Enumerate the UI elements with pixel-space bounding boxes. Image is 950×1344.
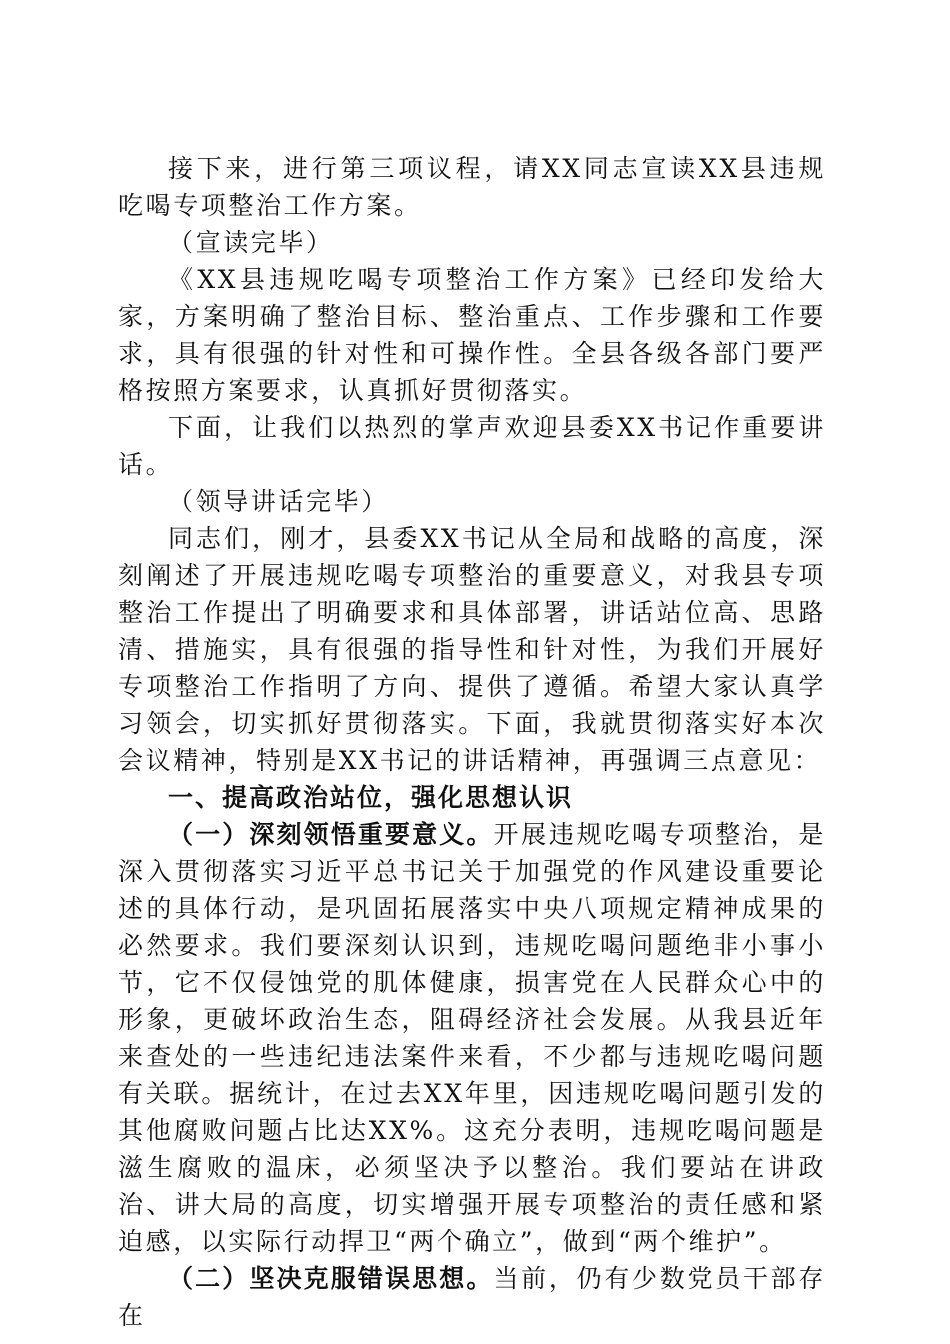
subsection-importance: [118, 816, 826, 1260]
paragraph-plan-distributed: 《XX县违规吃喝专项整治工作方案》已经印发给大家，方案明确了整治目标、整治重点、工作步骤和工作要求，具有很强的针对性和可操作性。全县各级各部门要严格按照方案要求，认真抓好贯彻落实。: [118, 265, 826, 405]
section-heading: 一、提高政治站位，强化思想认识: [168, 783, 574, 812]
paragraph-reading-finished: （宣读完毕）: [168, 228, 334, 257]
subsection-wrong-thinking-lead: （二）坚决克服错误思想。: [168, 1264, 494, 1293]
paragraph-speech-finished: （领导讲话完毕）: [168, 487, 389, 516]
subsection-wrong-thinking: [118, 1260, 826, 1334]
paragraph-welcome-speech: 下面，让我们以热烈的掌声欢迎县委XX书记作重要讲话。: [118, 413, 826, 479]
paragraph-agenda-item-three: 接下来，进行第三项议程，请XX同志宣读XX县违规吃喝专项整治工作方案。: [118, 154, 826, 220]
document-body: [118, 150, 826, 1334]
subsection-wrong-thinking-body: 当前，仍有少数党员干部存在: [118, 1264, 826, 1330]
subsection-importance-lead: （一）深刻领悟重要意义。: [168, 820, 494, 849]
paragraph-comrades-summary: 同志们，刚才，县委XX书记从全局和战略的高度，深刻阐述了开展违规吃喝专项整治的重要意义，对我县专项整治工作提出了明确要求和具体部署，讲话站位高、思路清、措施实，具有很强的指导性和针对性，为我们开展好专项整治工作指明了方向、提供了遵循。希望大家认真学习领会，切实抓好贯彻落实。下面，我就贯彻落实好本次会议精神，特别是XX书记的讲话精神，再强调三点意见：: [118, 524, 826, 775]
subsection-importance-body: 开展违规吃喝专项整治，是深入贯彻落实习近平总书记关于加强党的作风建设重要论述的具体行动，是巩固拓展落实中央八项规定精神成果的必然要求。我们要深刻认识到，违规吃喝问题绝非小事小节，它不仅侵蚀党的肌体健康，损害党在人民群众心中的形象，更破坏政治生态，阻碍经济社会发展。从我县近年来查处的一些违纪违法案件来看，不少都与违规吃喝问题有关联。据统计，在过去XX年里，因违规吃喝问题引发的其他腐败问题占比达XX%。这充分表明，违规吃喝问题是滋生腐败的温床，必须坚决予以整治。我们要站在讲政治、讲大局的高度，切实增强开展专项整治的责任感和紧迫感，以实际行动捍卫“两个确立”，做到“两个维护”。: [118, 820, 826, 1256]
